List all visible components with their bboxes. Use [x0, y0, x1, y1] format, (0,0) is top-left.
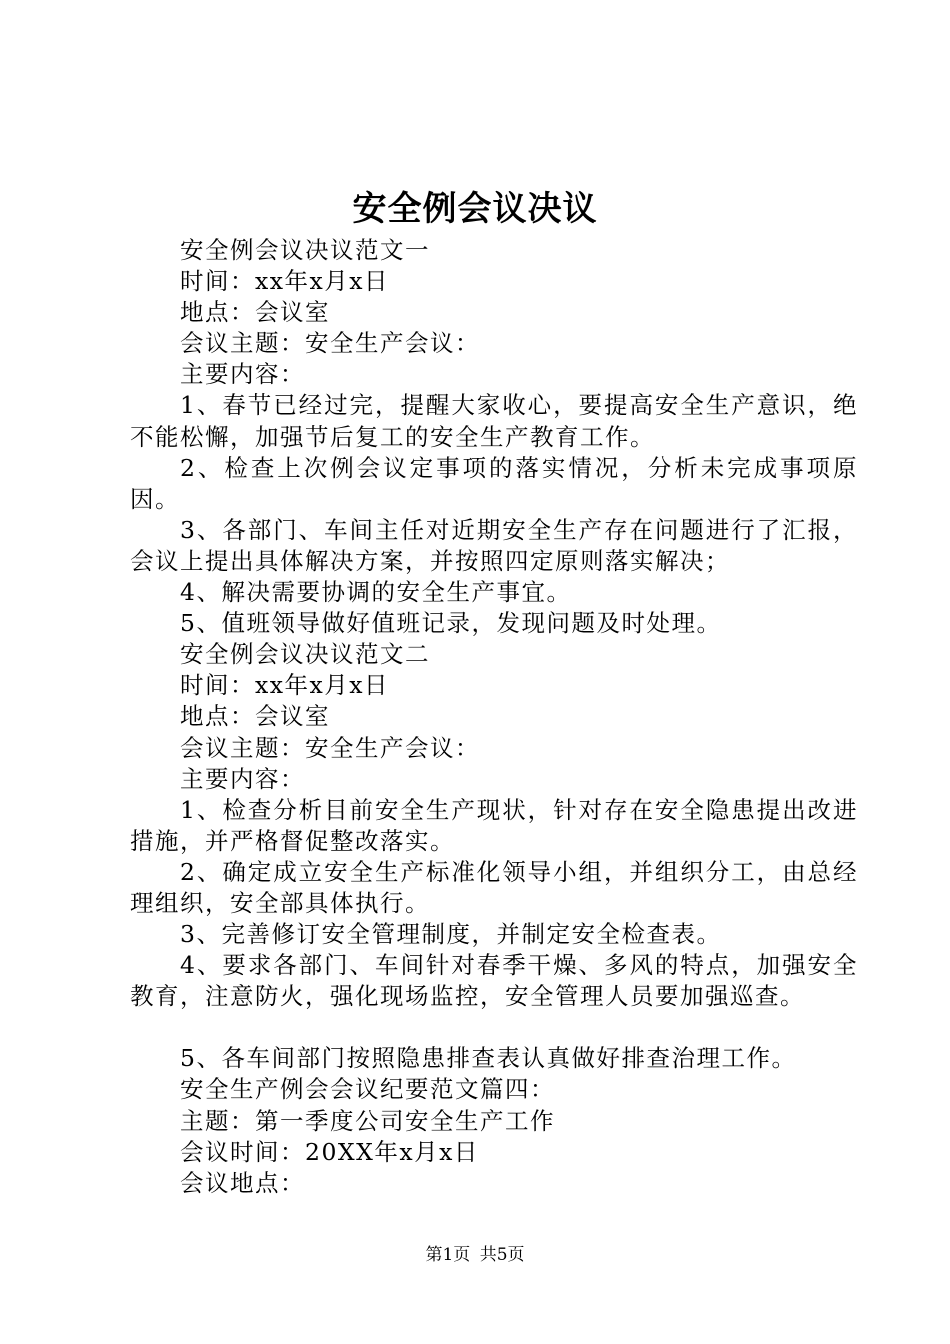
- paragraph: 安全生产例会会议纪要范文篇四：: [180, 1075, 555, 1104]
- paragraph: 安全例会议决议范文一: [180, 236, 430, 264]
- paragraph: 5、各车间部门按照隐患排查表认真做好排查治理工作。: [180, 1044, 797, 1073]
- paragraph: 4、要求各部门、车间针对春季干燥、多风的特点，加强安全教育，注意防火，强化现场监控，安全管理人员要加强巡查。: [130, 951, 858, 1011]
- paragraph: 会议地点：: [180, 1168, 305, 1197]
- paragraph: 3、各部门、车间主任对近期安全生产存在问题进行了汇报，会议上提出具体解决方案，并按照四定原则落实解决；: [130, 515, 858, 575]
- paragraph: 时间：xx年x月x日: [180, 267, 390, 296]
- paragraph: 2、检查上次例会议定事项的落实情况，分析未完成事项原因。: [130, 453, 858, 513]
- paragraph: 安全例会议决议范文二: [180, 640, 430, 669]
- paragraph: 会议时间：20XX年x月x日: [180, 1137, 479, 1166]
- paragraph: 3、完善修订安全管理制度，并制定安全检查表。: [180, 920, 722, 949]
- paragraph: 主要内容：: [180, 764, 305, 793]
- paragraph: 5、值班领导做好值班记录，发现问题及时处理。: [180, 609, 722, 638]
- paragraph: 2、确定成立安全生产标准化领导小组，并组织分工，由总经理组织，安全部具体执行。: [130, 857, 858, 917]
- paragraph: 会议主题：安全生产会议：: [180, 329, 480, 358]
- paragraph: 会议主题：安全生产会议：: [180, 733, 480, 762]
- paragraph: 主题：第一季度公司安全生产工作: [180, 1106, 555, 1135]
- paragraph: 1、检查分析目前安全生产现状，针对存在安全隐患提出改进措施，并严格督促整改落实。: [130, 795, 858, 855]
- page-number-footer: 第1页 共5页: [425, 1245, 525, 1265]
- paragraph: 主要内容：: [180, 360, 305, 389]
- paragraph: 1、春节已经过完，提醒大家收心，要提高安全生产意识，绝不能松懈，加强节后复工的安全生产教育工作。: [130, 391, 858, 451]
- document-title: 安全例会议决议: [352, 189, 598, 229]
- paragraph: 地点：会议室: [180, 702, 330, 731]
- paragraph: 4、解决需要协调的安全生产事宜。: [180, 578, 572, 607]
- document-body: [130, 235, 858, 1199]
- paragraph: 时间：xx年x月x日: [180, 671, 390, 700]
- paragraph: 地点：会议室: [180, 298, 330, 327]
